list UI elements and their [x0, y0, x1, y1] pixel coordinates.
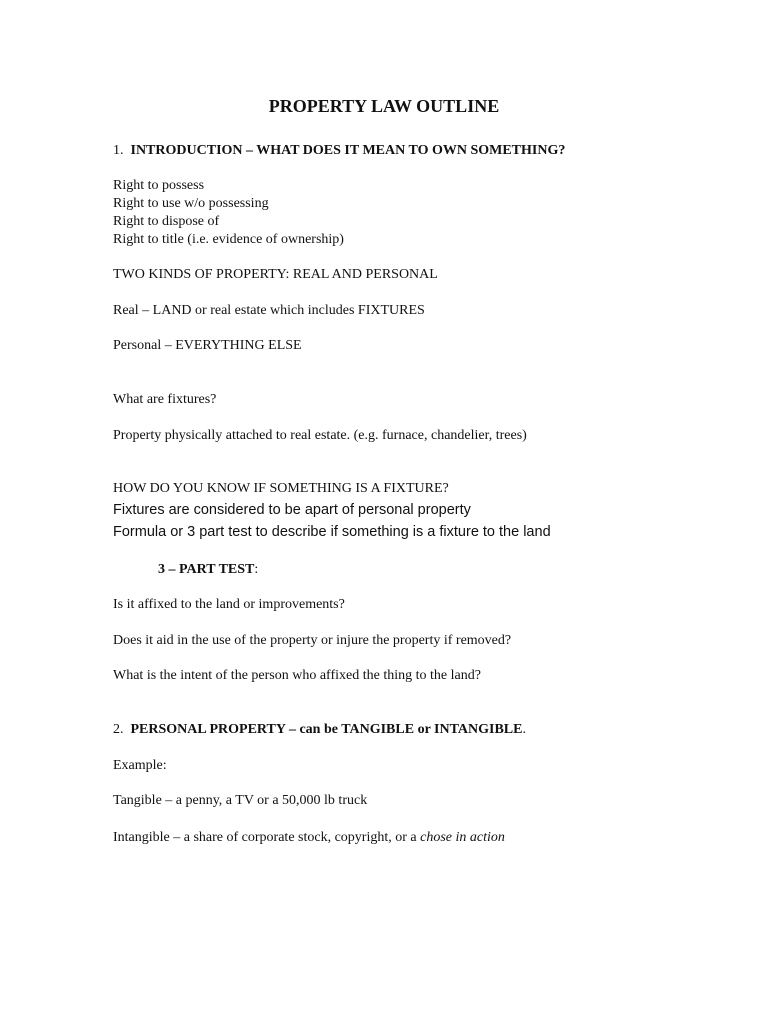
- document-title: PROPERTY LAW OUTLINE: [268, 96, 500, 116]
- part-test-colon: :: [254, 562, 259, 577]
- real-property-line: Real – LAND or real estate which includes FIXTURES: [113, 303, 425, 318]
- two-kinds-line: TWO KINDS OF PROPERTY: REAL AND PERSONAL: [113, 267, 438, 282]
- right-item: Right to title (i.e. evidence of ownership): [113, 232, 344, 247]
- section-1-heading: [113, 142, 565, 160]
- how-know-line: HOW DO YOU KNOW IF SOMETHING IS A FIXTURE?: [113, 481, 449, 496]
- fixtures-question: What are fixtures?: [113, 392, 217, 407]
- chose-in-action-text: chose in action: [420, 830, 505, 845]
- tangible-line: Tangible – a penny, a TV or a 50,000 lb truck: [113, 793, 368, 808]
- part-test-title: 3 – PART TEST: [158, 562, 255, 577]
- test-question: Does it aid in the use of the property or injure the property if removed?: [113, 633, 512, 648]
- intangible-line: [113, 829, 505, 847]
- section-1-title: INTRODUCTION – WHAT DOES IT MEAN TO OWN SOMETHING?: [130, 143, 566, 158]
- test-question: What is the intent of the person who affixed the thing to the land?: [113, 668, 481, 683]
- right-item: Right to dispose of: [113, 214, 220, 229]
- formula-line: Formula or 3 part test to describe if something is a fixture to the land: [113, 524, 551, 540]
- test-question: Is it affixed to the land or improvements?: [113, 597, 345, 612]
- fixtures-apart-line: Fixtures are considered to be apart of personal property: [113, 502, 471, 518]
- example-label: Example:: [113, 758, 167, 773]
- section-2-title: PERSONAL PROPERTY – can be TANGIBLE or INTANGIBLE: [130, 722, 523, 737]
- fixtures-definition: Property physically attached to real estate. (e.g. furnace, chandelier, trees): [113, 428, 527, 443]
- part-test-heading: [158, 561, 258, 579]
- section-2-number: 2.: [113, 722, 124, 737]
- section-2-heading: [113, 721, 526, 739]
- section-2-period: .: [522, 722, 526, 737]
- right-item: Right to use w/o possessing: [113, 196, 269, 211]
- section-1-number: 1.: [113, 143, 124, 158]
- personal-property-line: Personal – EVERYTHING ELSE: [113, 338, 302, 353]
- intangible-text: Intangible – a share of corporate stock, copyright, or a: [113, 830, 421, 845]
- right-item: Right to possess: [113, 178, 205, 193]
